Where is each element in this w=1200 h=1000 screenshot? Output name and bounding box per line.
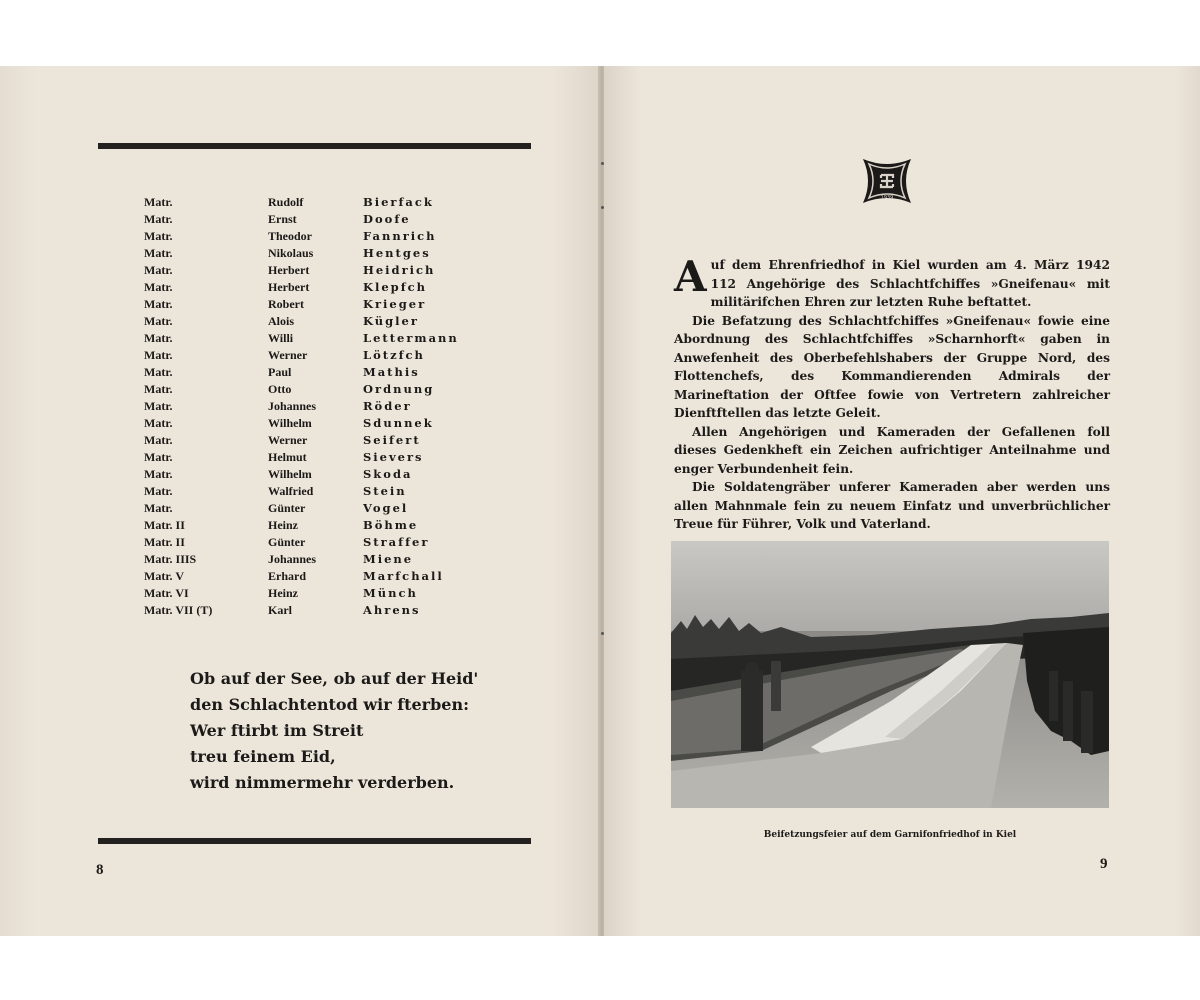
- roster-rank: Matr.: [144, 348, 173, 362]
- roster-last-name: Fannrich: [363, 229, 437, 243]
- roster-rank: Matr.: [144, 501, 173, 515]
- bottom-rule: [98, 838, 531, 844]
- roster-first-name: Herbert: [268, 280, 310, 294]
- page-number-left: 8: [96, 862, 104, 878]
- right-page: [604, 66, 1200, 936]
- roster-rank: Matr.: [144, 229, 173, 243]
- paragraph-3: Allen Angehörigen und Kameraden der Gefallenen foll dieses Gedenkheft ein Zeichen aufrichtiger Anteilnahme und enger Verbundenheit fein.: [674, 424, 1110, 476]
- roster-first-name: Heinz: [268, 518, 298, 532]
- verse-line: Wer ftirbt im Streit: [190, 721, 364, 740]
- roster-first-name: Walfried: [268, 484, 314, 498]
- roster-first-name: Karl: [268, 603, 292, 617]
- roster-last-name: Münch: [363, 586, 418, 600]
- roster-rank: Matr.: [144, 433, 173, 447]
- roster-first-name: Helmut: [268, 450, 307, 464]
- roster-first-name: Wilhelm: [268, 416, 312, 430]
- roster-last-name: Ahrens: [363, 603, 421, 617]
- roster-first-name: Erhard: [268, 569, 307, 583]
- roster-rank: Matr.: [144, 331, 173, 345]
- funeral-photo: [671, 541, 1109, 808]
- roster-last-name: Sdunnek: [363, 416, 434, 430]
- roster-first-name: Werner: [268, 433, 308, 447]
- roster-last-name: Krieger: [363, 297, 427, 311]
- roster-last-name: Vogel: [363, 501, 409, 515]
- roster-rank: Matr. II: [144, 535, 185, 549]
- roster-rank: Matr.: [144, 484, 173, 498]
- roster-last-name: Bierfack: [363, 195, 434, 209]
- roster-last-name: Lötzfch: [363, 348, 425, 362]
- roster-rank: Matr.: [144, 382, 173, 396]
- roster-last-name: Klepfch: [363, 280, 428, 294]
- roster-rank: Matr. II: [144, 518, 185, 532]
- verse-line: treu feinem Eid,: [190, 747, 336, 766]
- roster-rank: Matr. IIIS: [144, 552, 197, 566]
- verse-line: wird nimmermehr verderben.: [190, 773, 455, 792]
- roster-first-name: Johannes: [268, 399, 317, 413]
- book-spread: [0, 66, 1200, 936]
- cross-year: 1939: [880, 195, 894, 201]
- roster-last-name: Heidrich: [363, 263, 436, 277]
- roster-rank: Matr.: [144, 280, 173, 294]
- paragraph-4: Die Soldatengräber unferer Kameraden aber werden uns allen Mahnmale fein zu neuem Einfatz und unverbrüchlicher Treue für Führer, Volk und Vaterland.: [674, 480, 1110, 531]
- roster-last-name: Hentges: [363, 246, 431, 260]
- roster-last-name: Doofe: [363, 212, 411, 226]
- roster-rank: Matr. V: [144, 569, 184, 583]
- roster-last-name: Straffer: [363, 535, 430, 549]
- roster-rank: Matr. VI: [144, 586, 189, 600]
- roster-first-name: Ernst: [268, 212, 297, 226]
- roster-rank: Matr.: [144, 212, 173, 226]
- roster-last-name: Stein: [363, 484, 407, 498]
- roster-first-name: Alois: [268, 314, 295, 328]
- roster-rank: Matr.: [144, 365, 173, 379]
- roster-last-name: Marfchall: [363, 569, 444, 583]
- roster-first-name: Theodor: [268, 229, 313, 243]
- roster-last-name: Seifert: [363, 433, 421, 447]
- article-text: [674, 252, 1110, 534]
- roster-rank: Matr.: [144, 467, 173, 481]
- photo-caption: Beifetzungsfeier auf dem Garnifonfriedhof in Kiel: [763, 830, 1017, 840]
- roster-first-name: Werner: [268, 348, 308, 362]
- roster-first-name: Johannes: [268, 552, 317, 566]
- roster-last-name: Böhme: [363, 518, 419, 532]
- roster-first-name: Wilhelm: [268, 467, 312, 481]
- paragraph-2: Die Befatzung des Schlachtfchiffes »Gneifenau« fowie eine Abordnung des Schlachtfchiffes »Scharnhorft« gaben in Anwefenheit des Oberbefehlshabers der Gruppe Nord, des Flottenchefs, des Kommandierenden Admirals der Marineftation der Oftfee fowie von Vertretern zahlreicher Dienftftellen das letzte Geleit.: [674, 313, 1110, 420]
- paragraph-1: Auf dem Ehrenfriedhof in Kiel wurden am 4. März 1942 112 Angehörige des Schlachtfchiffes »Gneifenau« mit militärifchen Ehren zur letzten Ruhe beftattet.: [674, 252, 1110, 309]
- roster-rank: Matr.: [144, 297, 173, 311]
- iron-cross-icon: [859, 153, 915, 209]
- roster-rank: Matr. VII (T): [144, 603, 213, 617]
- roster-rank: Matr.: [144, 416, 173, 430]
- memorial-verse: [190, 666, 478, 796]
- roster-rank: Matr.: [144, 314, 173, 328]
- top-rule: [98, 143, 531, 149]
- roster-last-name: Röder: [363, 399, 412, 413]
- roster-first-name: Herbert: [268, 263, 310, 277]
- roster-first-name: Günter: [268, 535, 306, 549]
- roster-first-name: Willi: [268, 331, 294, 345]
- roster-rank: Matr.: [144, 246, 173, 260]
- roster-first-name: Rudolf: [268, 195, 304, 209]
- roster-first-name: Robert: [268, 297, 304, 311]
- roster-rank: Matr.: [144, 263, 173, 277]
- drop-cap: A: [674, 252, 707, 301]
- verse-line: den Schlachtentod wir fterben:: [190, 695, 469, 714]
- roster-last-name: Ordnung: [363, 382, 435, 396]
- left-page: [0, 66, 600, 936]
- roster-last-name: Sievers: [363, 450, 424, 464]
- page-number-right: 9: [1100, 856, 1108, 872]
- roster-last-name: Skoda: [363, 467, 413, 481]
- roster-rank: Matr.: [144, 450, 173, 464]
- roster-first-name: Paul: [268, 365, 292, 379]
- roster-first-name: Nikolaus: [268, 246, 314, 260]
- roster-last-name: Mathis: [363, 365, 420, 379]
- roster-rank: Matr.: [144, 399, 173, 413]
- roster-first-name: Günter: [268, 501, 306, 515]
- verse-line: Ob auf der See, ob auf der Heid': [190, 669, 479, 688]
- roster-last-name: Lettermann: [363, 331, 459, 345]
- roster-first-name: Otto: [268, 382, 292, 396]
- roster-last-name: Miene: [363, 552, 414, 566]
- roster-first-name: Heinz: [268, 586, 298, 600]
- roster-rank: Matr.: [144, 195, 173, 209]
- roster-last-name: Kügler: [363, 314, 419, 328]
